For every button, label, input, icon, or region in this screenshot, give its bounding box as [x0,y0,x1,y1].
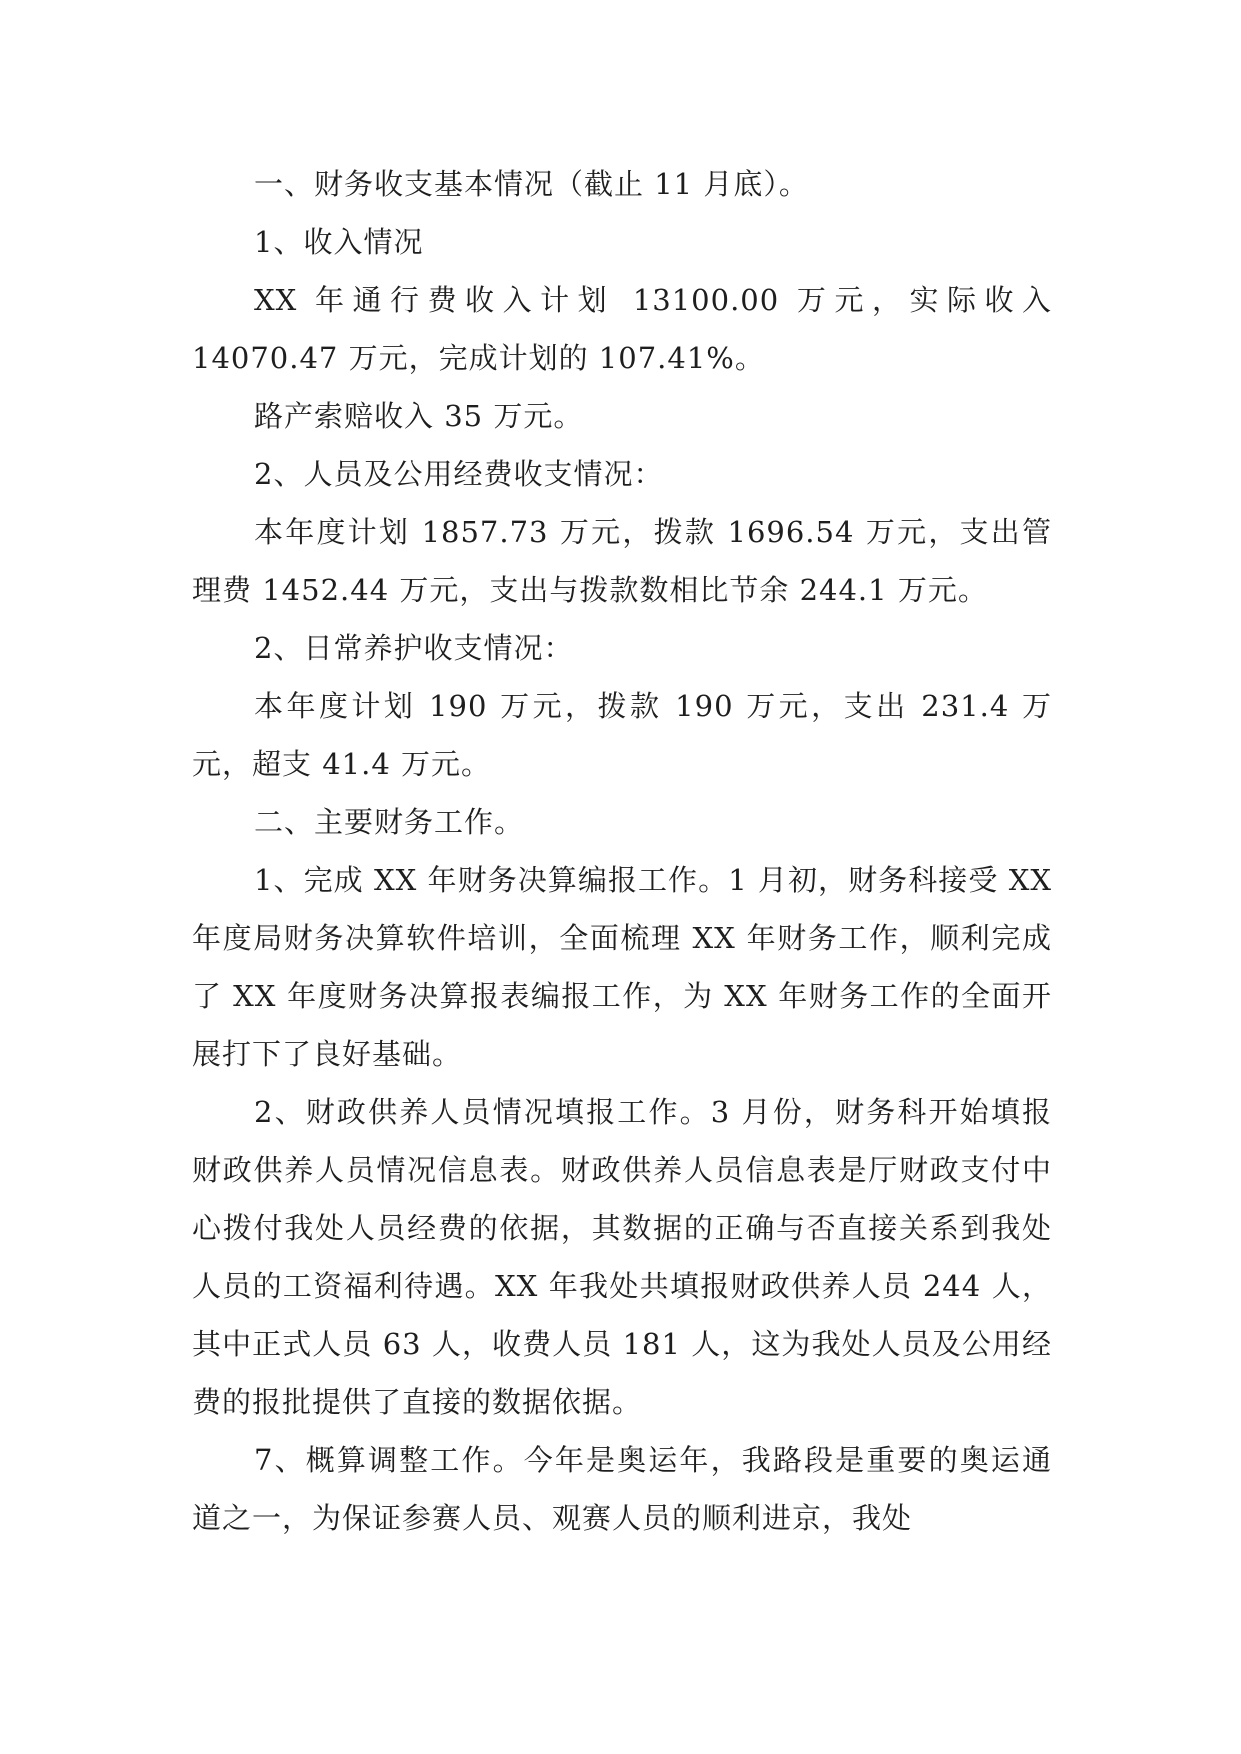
paragraph-claims-income: 路产索赔收入 35 万元。 [254,399,584,433]
paragraph-personnel-expenses: 本年度计划 1857.73 万元，拨款 1696.54 万元，支出管理费 1452.44 万元，支出与拨款数相比节余 244.1 万元。 [192,515,1052,607]
paragraph-maintenance: 本年度计划 190 万元，拨款 190 万元，支出 231.4 万元，超支 41.4 万元。 [192,689,1052,781]
paragraph-budget-adjustment: 7、概算调整工作。今年是奥运年，我路段是重要的奥运通道之一，为保证参赛人员、观赛人员的顺利进京，我处 [192,1443,1052,1535]
subheading-income: 1、收入情况 [254,225,424,259]
section-heading-financial-overview: 一、财务收支基本情况（截止 11 月底）。 [254,167,809,201]
subheading-maintenance: 2、日常养护收支情况： [254,631,574,665]
paragraph-final-accounts: 1、完成 XX 年财务决算编报工作。1 月初，财务科接受 XX 年度局财务决算软件培训，全面梳理 XX 年财务工作，顺利完成了 XX 年度财务决算报表编报工作，为 XX 年财务工作的全面开展打下了良好基础。 [192,863,1052,1071]
document-body [192,155,1052,1547]
paragraph-staff-reporting: 2、财政供养人员情况填报工作。3 月份，财务科开始填报财政供养人员情况信息表。财政供养人员信息表是厅财政支付中心拨付我处人员经费的依据，其数据的正确与否直接关系到我处人员的工资福利待遇。XX 年我处共填报财政供养人员 244 人，其中正式人员 63 人，收费人员 181 人，这为我处人员及公用经费的报批提供了直接的数据依据。 [192,1095,1052,1419]
paragraph-toll-income: XX 年通行费收入计划 13100.00 万元，实际收入 14070.47 万元，完成计划的 107.41%。 [192,283,1052,375]
subheading-personnel-expenses: 2、人员及公用经费收支情况： [254,457,664,491]
section-heading-main-work: 二、主要财务工作。 [254,805,525,839]
